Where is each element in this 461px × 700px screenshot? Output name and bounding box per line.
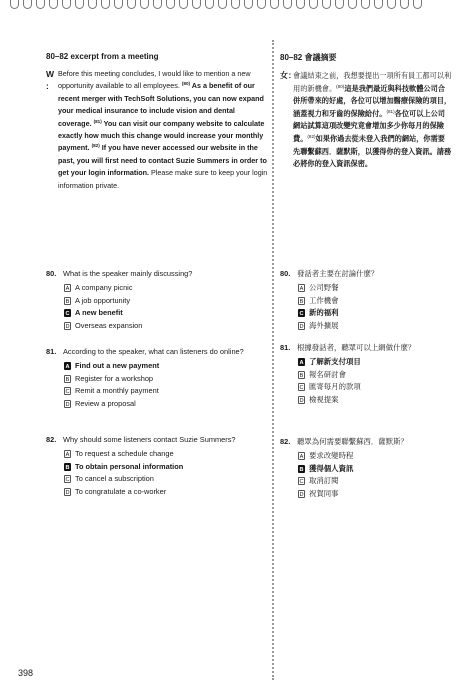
option-text: To cancel a subscription <box>75 474 154 484</box>
option-letter: A <box>299 360 304 367</box>
option-b[interactable] <box>64 372 264 385</box>
option-d[interactable] <box>298 394 452 407</box>
passage-text <box>293 70 452 171</box>
option-letter: A <box>299 286 304 293</box>
option-a[interactable] <box>298 282 452 295</box>
option-letter: D <box>65 489 70 496</box>
answer-options <box>64 448 264 498</box>
answer-options <box>298 450 452 500</box>
transcript-heading: 80–82 會議摘要 <box>280 53 337 62</box>
answer-options <box>64 282 264 332</box>
option-letter: B <box>299 298 304 305</box>
speech-block <box>280 70 452 171</box>
marker-82: (82) <box>307 133 316 139</box>
option-c[interactable] <box>64 385 264 398</box>
speech-block <box>46 68 268 192</box>
question-82 <box>46 434 264 498</box>
option-letter: C <box>65 389 70 396</box>
page-number: 398 <box>18 668 34 678</box>
sentence-80: As a benefit of our recent merger with TechSoft Solutions, you can now expand your medical insurance to include vision and dental coverage. <box>58 81 264 128</box>
question-80-zh <box>280 268 452 332</box>
option-text: 海外擴展 <box>309 320 339 330</box>
option-d[interactable] <box>298 488 452 501</box>
option-a[interactable] <box>64 282 264 295</box>
option-text: To request a schedule change <box>75 449 174 459</box>
question-number: 81. <box>46 347 57 356</box>
option-letter: B <box>65 298 70 305</box>
option-c[interactable] <box>64 473 264 486</box>
answer-options <box>64 360 264 410</box>
speaker-label: W : <box>46 69 55 92</box>
option-b[interactable] <box>64 460 264 473</box>
answer-options <box>298 282 452 332</box>
option-d[interactable] <box>64 486 264 499</box>
option-letter: C <box>299 311 304 318</box>
option-letter: D <box>65 401 70 408</box>
column-divider <box>272 40 274 680</box>
option-text: 獲得個人資訊 <box>309 463 354 473</box>
option-a[interactable] <box>298 450 452 463</box>
speaker-label: 女： <box>280 71 296 80</box>
option-text: 工作機會 <box>309 295 339 305</box>
question-text: What is the speaker mainly discussing? <box>63 269 193 278</box>
option-d[interactable] <box>298 320 452 333</box>
option-letter: B <box>299 372 304 379</box>
passage-sentence: 請務必將你的登入資訊保密。 <box>293 146 452 169</box>
option-text: 公司野餐 <box>309 283 339 293</box>
marker-81: (81) <box>386 108 395 114</box>
question-82-zh <box>280 436 452 500</box>
sentence-81: 各位可以上公司網站試算這項改變究竟會增加多少你每月的保險費。 <box>293 108 445 143</box>
option-c[interactable] <box>298 307 452 320</box>
option-b[interactable] <box>298 368 452 381</box>
option-text: A company picnic <box>75 283 133 293</box>
option-letter: A <box>65 286 70 293</box>
question-text: 發話者主要在討論什麼？ <box>297 269 379 278</box>
option-letter: A <box>299 454 304 461</box>
option-b[interactable] <box>64 294 264 307</box>
marker-80: (80) <box>181 81 191 87</box>
question-81 <box>46 346 264 410</box>
option-text: 取消訂閱 <box>309 476 339 486</box>
option-text: To congratulate a co-worker <box>75 486 167 496</box>
option-a[interactable] <box>64 448 264 461</box>
option-c[interactable] <box>298 381 452 394</box>
option-d[interactable] <box>64 398 264 411</box>
option-letter: C <box>299 479 304 486</box>
option-letter: A <box>65 364 70 371</box>
question-81-zh <box>280 342 452 406</box>
option-c[interactable] <box>64 307 264 320</box>
question-number: 82. <box>280 437 291 446</box>
spiral-binding <box>0 0 461 9</box>
passage-sentence: 會議結束之前，我想要提出一項所有員工都可以利用的新機會。 <box>293 71 452 93</box>
option-text: Review a proposal <box>75 398 136 408</box>
option-b[interactable] <box>298 462 452 475</box>
chinese-transcript <box>280 52 452 171</box>
option-text: 祝賀同事 <box>309 488 339 498</box>
option-letter: C <box>65 311 70 318</box>
question-80 <box>46 268 264 332</box>
english-transcript <box>46 52 268 192</box>
question-number: 81. <box>280 343 291 352</box>
marker-81: (81) <box>93 118 102 124</box>
sentence-80: 這是我們最近與科技軟體公司合併所帶來的好處，各位可以增加醫療保險的項目，涵蓋視力和牙齒的保險給付。 <box>293 83 452 118</box>
option-letter: D <box>299 397 304 404</box>
option-letter: D <box>299 323 304 330</box>
answer-80-sentence <box>58 81 267 177</box>
option-a[interactable] <box>298 356 452 369</box>
option-text: 匯寄每月的款項 <box>309 382 361 392</box>
question-text: According to the speaker, what can listeners do online? <box>63 347 244 356</box>
option-d[interactable] <box>64 320 264 333</box>
option-letter: D <box>299 491 304 498</box>
option-text: Remit a monthly payment <box>75 386 159 396</box>
option-text: 要求改變時程 <box>309 451 354 461</box>
option-letter: B <box>65 464 70 471</box>
option-text: A new benefit <box>75 308 123 318</box>
answer-options <box>298 356 452 406</box>
option-a[interactable] <box>64 360 264 373</box>
question-number: 80. <box>280 269 291 278</box>
option-text: A job opportunity <box>75 295 131 305</box>
option-letter: A <box>65 452 70 459</box>
option-b[interactable] <box>298 294 452 307</box>
sentence-82: 如果你過去從未登入我們的網站，你需要先聯繫蘇西．薩默斯，以獲得你的登入資訊。 <box>293 133 445 156</box>
passage-text <box>58 68 268 192</box>
sentence-81: You can visit our company website to calculate exactly how much this change would increase your monthly payment. <box>58 118 265 153</box>
question-text: 聽眾為何需要聯繫蘇西．薩默斯？ <box>297 437 408 446</box>
question-text: Why should some listeners contact Suzie Summers? <box>63 435 236 444</box>
transcript-heading: 80–82 excerpt from a meeting <box>46 52 159 61</box>
sentence-82: If you have never accessed our website in the past, you will first need to contact Suzie Summers in order to get your login information. <box>58 143 267 178</box>
question-text: 根據發話者，聽眾可以上網做什麼？ <box>297 343 416 352</box>
option-text: Overseas expansion <box>75 320 143 330</box>
option-letter: C <box>65 477 70 484</box>
option-letter: B <box>65 376 70 383</box>
passage-sentence: Please make sure to keep your login information private. <box>58 168 268 190</box>
marker-80: (80) <box>336 83 345 89</box>
option-text: Register for a workshop <box>75 373 154 383</box>
option-c[interactable] <box>298 475 452 488</box>
question-number: 80. <box>46 269 57 278</box>
option-text: Find out a new payment <box>75 361 160 371</box>
passage-sentence: Before this meeting concludes, I would like to mention a new opportunity available to all employees. <box>58 69 251 91</box>
option-text: 檢視提案 <box>309 394 339 404</box>
option-text: 新的福利 <box>309 308 339 318</box>
option-text: To obtain personal information <box>75 461 184 471</box>
option-text: 報名研討會 <box>309 369 346 379</box>
option-text: 了解新支付項目 <box>309 357 361 367</box>
marker-82: (82) <box>91 143 100 149</box>
question-number: 82. <box>46 435 57 444</box>
option-letter: C <box>299 385 304 392</box>
option-letter: B <box>299 466 304 473</box>
option-letter: D <box>65 323 70 330</box>
